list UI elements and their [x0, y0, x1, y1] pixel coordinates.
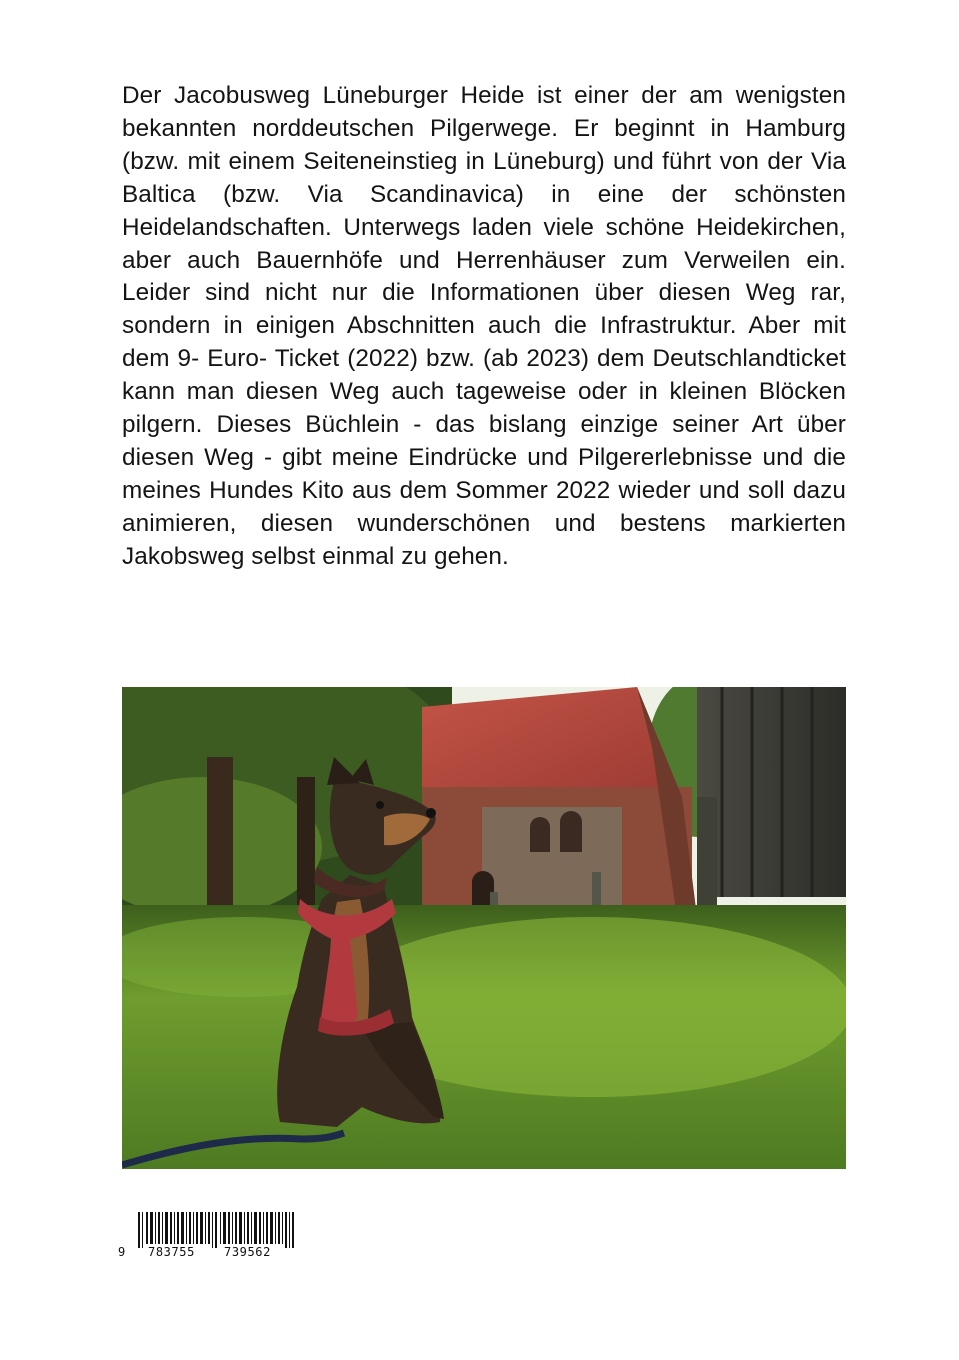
dog-eye [376, 801, 384, 809]
bell-tower-wood [697, 687, 846, 897]
dog-nose [426, 808, 436, 818]
church-window [530, 817, 550, 852]
isbn-first-digit: 9 [118, 1245, 126, 1259]
back-cover-blurb: Der Jacobusweg Lüneburger Heide ist einer der am wenigsten bekannten norddeutschen Pilgerwege. Er beginnt in Hamburg (bzw. mit einem Seiteneinstieg in Lüneburg) und führt von der Via Baltica (bzw. Via Scandinavica) in eine der schönsten Heidelandschaften. Unterwegs laden viele schöne Heidekirchen, aber auch Bauernhöfe und Herrenhäuser zum Verweilen ein. Leider sind nicht nur die Informationen über diesen Weg rar, sondern in einigen Abschnitten auch die Infrastruktur. Aber mit dem 9- Euro- Ticket (2022) bzw. (ab 2023) dem Deutschlandticket kann man diesen Weg auch tageweise oder in kleinen Blöcken pilgern. Dieses Büchlein - das bislang einzige seiner Art über diesen Weg - gibt meine Eindrücke und Pilgererlebnisse und die meines Hundes Kito aus dem Sommer 2022 wieder und soll dazu animieren, diesen wunderschönen und bestens markierten Jakobsweg selbst einmal zu gehen. [122, 82, 846, 570]
isbn-barcode [116, 1212, 306, 1262]
isbn-right-group: 739562 [224, 1245, 271, 1259]
barcode-bars [116, 1212, 306, 1248]
church-window [560, 811, 582, 852]
isbn-left-group: 783755 [148, 1245, 195, 1259]
cover-photo [122, 687, 846, 1169]
